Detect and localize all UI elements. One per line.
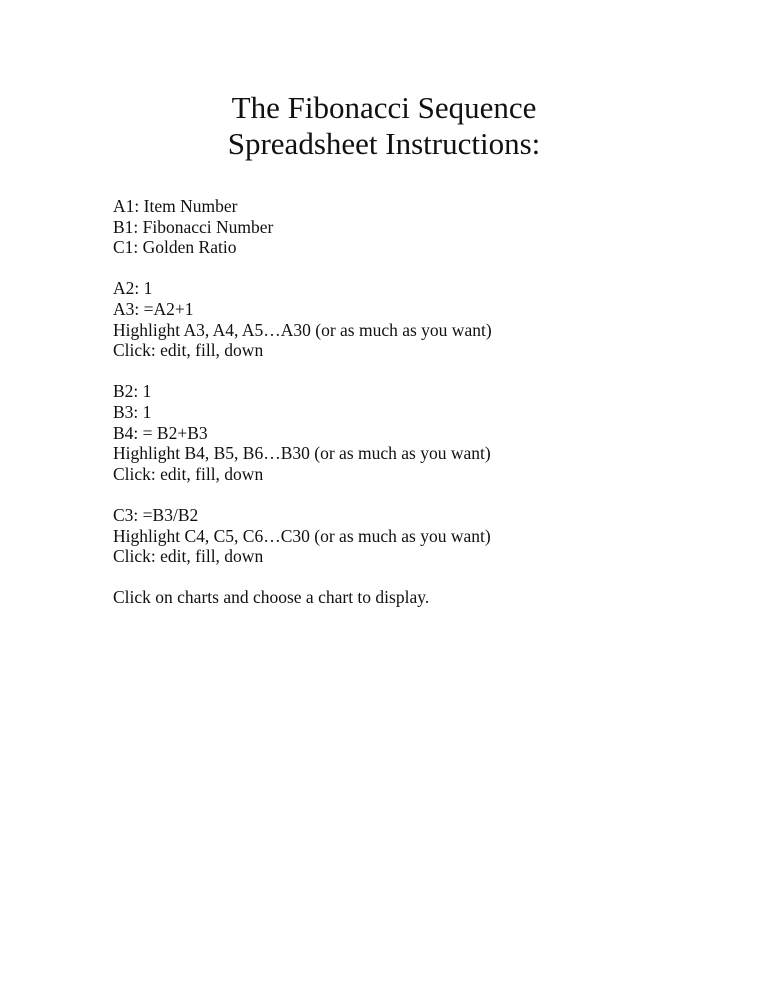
instruction-line: B1: Fibonacci Number [113,216,274,237]
document-title [0,90,768,162]
instruction-line: C1: Golden Ratio [113,237,237,258]
paragraph-gap [113,484,733,505]
paragraph-gap [113,258,733,279]
section-headers [113,196,733,258]
instruction-line: Highlight A3, A4, A5…A30 (or as much as you want) [113,319,492,340]
instructions-body [113,196,733,608]
instruction-line: Click: edit, fill, down [113,463,264,484]
section-column-b [113,381,733,484]
instruction-line: C3: =B3/B2 [113,504,199,525]
title-line-1: The Fibonacci Sequence [231,90,537,125]
instruction-line: Click on charts and choose a chart to display. [113,587,430,608]
instruction-line: Highlight C4, C5, C6…C30 (or as much as you want) [113,525,491,546]
instruction-line: B3: 1 [113,401,152,422]
paragraph-gap [113,361,733,382]
instruction-line: Highlight B4, B5, B6…B30 (or as much as you want) [113,443,491,464]
instruction-line: B2: 1 [113,381,152,402]
instruction-line: A3: =A2+1 [113,298,194,319]
instruction-line: A1: Item Number [113,196,238,216]
instruction-line: B4: = B2+B3 [113,422,208,443]
section-column-c [113,505,733,567]
title-line-2: Spreadsheet Instructions: [227,126,541,161]
paragraph-gap [113,567,733,588]
section-column-a [113,278,733,360]
instruction-line: A2: 1 [113,278,153,299]
instruction-line: Click: edit, fill, down [113,340,264,361]
instruction-line: Click: edit, fill, down [113,546,264,567]
section-charts [113,587,733,608]
